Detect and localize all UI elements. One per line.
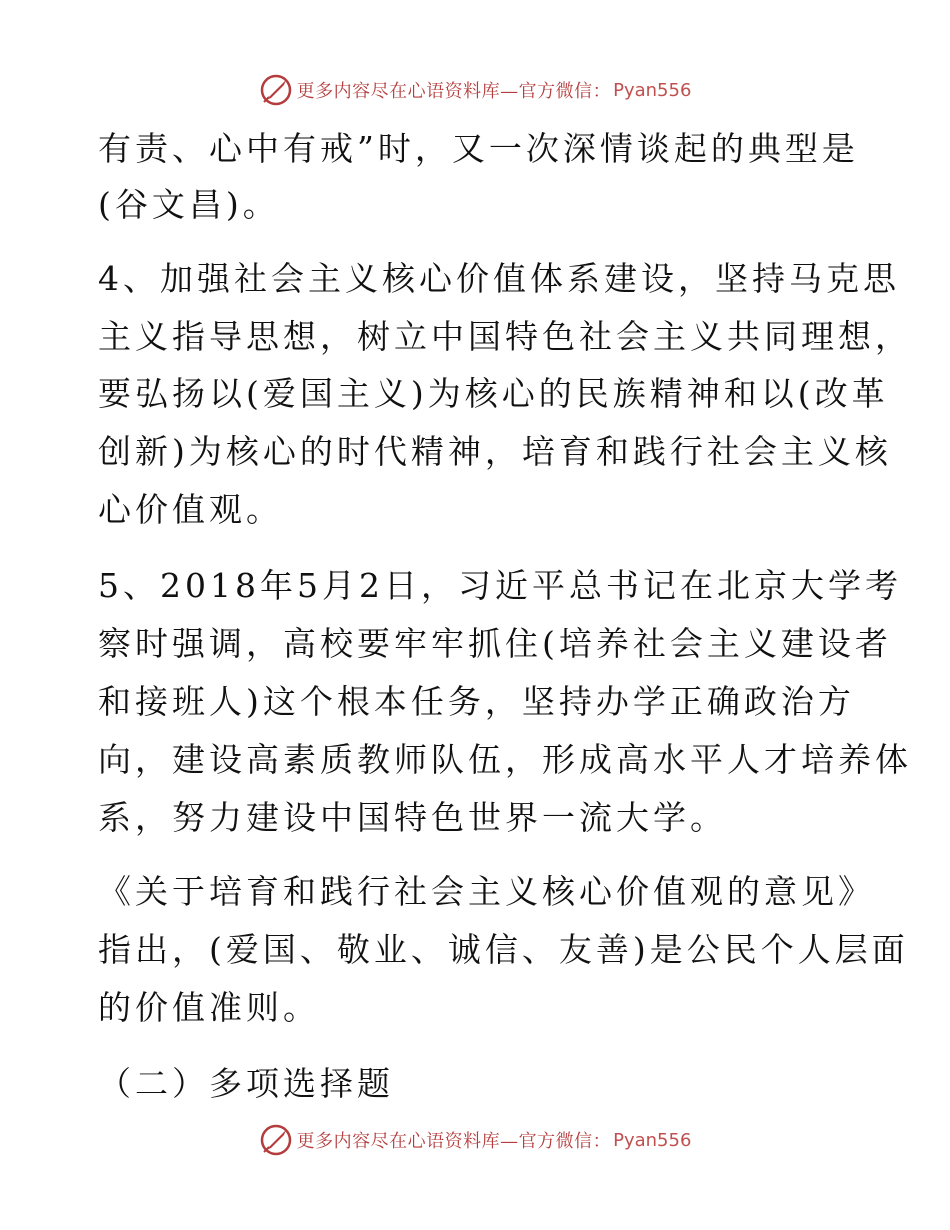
watermark-footer xyxy=(0,1120,950,1160)
text-line: 要弘扬以(爱国主义)为核心的民族精神和以(改革 xyxy=(98,374,889,413)
text-line: 察时强调，高校要牢牢抓住(培养社会主义建设者 xyxy=(98,624,892,663)
watermark-text: 更多内容尽在心语资料库—官方微信： xyxy=(296,1131,612,1152)
text-line: 创新)为核心的时代精神，培育和践行社会主义核 xyxy=(98,432,892,471)
watermark-wechat-id: Pyan556 xyxy=(613,1129,692,1151)
section-heading: （二）多项选择题 xyxy=(98,1064,394,1103)
watermark-wechat-id: Pyan556 xyxy=(613,79,692,101)
text-line: 有责、心中有戒”时，又一次深情谈起的典型是 xyxy=(98,129,859,168)
watermark-header xyxy=(0,70,950,110)
quill-logo-icon xyxy=(259,1123,293,1157)
text-line: 的价值准则。 xyxy=(98,988,320,1027)
text-line: 主义指导思想，树立中国特色社会主义共同理想， xyxy=(98,317,912,356)
text-line: (谷文昌)。 xyxy=(98,185,280,224)
text-line: 向，建设高素质教师队伍，形成高水平人才培养体 xyxy=(98,740,912,779)
text-line: 系，努力建设中国特色世界一流大学。 xyxy=(98,798,727,837)
quill-logo-icon xyxy=(259,73,293,107)
text-line: 《关于培育和践行社会主义核心价值观的意见》 xyxy=(98,872,875,911)
text-line: 和接班人)这个根本任务，坚持办学正确政治方 xyxy=(98,682,855,721)
watermark-text: 更多内容尽在心语资料库—官方微信： xyxy=(296,81,612,102)
text-line: 指出，(爱国、敬业、诚信、友善)是公民个人层面 xyxy=(98,930,909,969)
text-line: 心价值观。 xyxy=(98,490,283,529)
text-line: 4、加强社会主义核心价值体系建设，坚持马克思 xyxy=(98,259,900,298)
text-line: 5、2018年5月2日，习近平总书记在北京大学考 xyxy=(98,566,902,605)
